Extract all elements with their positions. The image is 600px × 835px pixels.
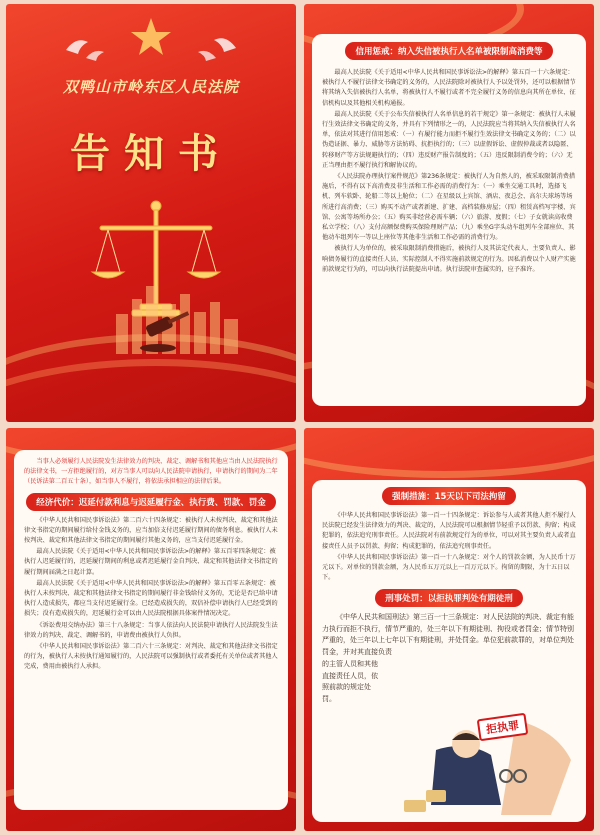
credit-paragraph: 最高人民法院《关于适用<中华人民共和国民事诉讼法>的解释》第五百一十六条规定：被执行人不履行法律文书确定的义务的，人民法院除对被执行人予以处罚外，还可以根据情节将其纳入失信被执行人名单，将被执行人不履行或者不完全履行义务的信息向其所在单位、征信机构以及其他相关机构通报。 bbox=[322, 69, 576, 107]
gavel-icon bbox=[136, 304, 196, 354]
criminal-paragraph: 《中华人民共和国刑法》第三百一十三条规定：对人民法院的判决、裁定有能力执行而拒不执行，情节严重的，处三年以下有期徒刑、拘役或者罚金；情节特别严重的，处三年以上七年以下有期徒刑，并处罚金。单位犯前款罪的，对单位判处罚金，并对其直接负责 bbox=[322, 613, 574, 656]
fees-paragraph: 最高人民法院《关于适用<中华人民共和国民事诉讼法>的解释》第五百零五条规定：被执行人未按判决、裁定和其他法律文书指定的期间履行非金钱给付义务的，无论是否已给申请执行人造成损失，都应当支付迟延履行金。已经造成损失的，双倍补偿申请执行人已经受到的损失；没有造成损失的，迟延履行金可以由人民法院根据具体案件情况决定。 bbox=[24, 579, 278, 618]
court-name: 双鸭山市岭东区人民法院 bbox=[62, 78, 239, 96]
cover-title: 告知书 bbox=[70, 130, 232, 177]
fees-paragraph: 最高人民法院《关于适用<中华人民共和国民事诉讼法>的解释》第五百零四条规定：被执行人迟延履行的，迟延履行期间的利息或者迟延履行金自判决、裁定和其他法律文书指定的履行期间届满之日起计算。 bbox=[24, 548, 278, 576]
arrest-illustration bbox=[396, 710, 578, 818]
fees-card bbox=[14, 450, 288, 810]
anti-enforcement-sign: 拒执罪 bbox=[477, 713, 529, 742]
penalty-card bbox=[312, 480, 586, 822]
credit-panel bbox=[304, 4, 594, 422]
fees-intro: 当事人必须履行人民法院发生法律效力的判决、裁定、调解书和其他应当由人民法院执行的法律文书，一方拒绝履行的，对方当事人可以向人民法院申请执行，申请执行的期间为二年（民诉法第二百五十条），如当事人不履行，将依法承担相应的法律后果。 bbox=[24, 458, 278, 486]
coercion-paragraph: 《中华人民共和国民事诉讼法》第一百一十四条规定：诉讼参与人或者其他人拒不履行人民法院已经发生法律效力的判决、裁定的，人民法院可以根据情节轻重予以罚款、拘留；构成犯罪的，依法追究刑事责任。人民法院对有前款规定行为的单位，可以对其主要负责人或者直接责任人员予以罚款、拘留；构成犯罪的，依法追究刑事责任。 bbox=[322, 512, 576, 550]
criminal-heading: 刑事处罚：以拒执罪判处有期徒刑 bbox=[375, 589, 523, 607]
credit-paragraph: 被执行人为单位的，被采取限制消费措施后，被执行人及其法定代表人、主要负责人、影响债务履行的直接责任人员、实际控制人不得实施前款规定的行为。因私消费以个人财产实施前款规定行为的，可以向执行法院提出申请。执行法院审查属实的，应予准许。 bbox=[322, 245, 576, 273]
fees-heading: 经济代价：迟延付款利息与迟延履行金、执行费、罚款、罚金 bbox=[26, 493, 276, 511]
decorative-swirl bbox=[304, 428, 594, 478]
fees-paragraph: 《中华人民共和国民事诉讼法》第二百六十四条规定：被执行人未按判决、裁定和其他法律文书指定的期间履行给付金钱义务的，应当加倍支付迟延履行期间的债务利息。被执行人未按判决、裁定和其他法律文书指定的期间履行其他义务的，应当支付迟延履行金。 bbox=[24, 516, 278, 545]
fees-panel bbox=[6, 428, 296, 831]
penalty-panel bbox=[304, 428, 594, 831]
fees-paragraph: 《诉讼费用交纳办法》第三十八条规定：当事人依法向人民法院申请执行人民法院发生法律效力的判决、裁定、调解书的，申请费由被执行人负担。 bbox=[24, 621, 278, 639]
coercion-heading: 强制措施：15天以下司法拘留 bbox=[382, 487, 516, 505]
emblem-and-doves-icon bbox=[26, 10, 276, 70]
cover-panel bbox=[6, 4, 296, 422]
credit-heading: 信用惩戒：纳入失信被执行人名单被限制高消费等 bbox=[345, 42, 552, 60]
fees-paragraph: 《中华人民共和国民事诉讼法》第二百六十三条规定：对判决、裁定和其他法律文书指定的行为，被执行人未按执行通知履行的，人民法院可以强制执行或者委托有关单位或者其他人完成，费用由被执行人承担。 bbox=[24, 643, 278, 671]
decorative-swirl bbox=[6, 359, 296, 422]
credit-paragraph: 最高人民法院《关于公布失信被执行人名单信息的若干规定》第一条规定：被执行人未履行生效法律文书确定的义务，并具有下列情形之一的，人民法院应当将其纳入失信被执行人名单，依法对其进行信用惩戒：（一）有履行能力而拒不履行生效法律文书确定义务的；（二）以伪造证据、暴力、威胁等方法妨碍、抗拒执行的；（三）以虚假诉讼、虚假仲裁或者以隐匿、转移财产等方法规避执行的；（四）违反财产报告制度的；（五）违反限制消费令的；（六）无正当理由拒不履行执行和解协议的。 bbox=[322, 110, 576, 169]
credit-paragraph: 《人民法院办理执行案件规范》第236条规定：被执行人为自然人的，被采取限制消费措施后，不得有以下高消费及非生活和工作必需的消费行为：（一）乘坐交通工具时，选择飞机、列车软卧、轮船二等以上舱位；（二）在星级以上宾馆、酒店、夜总会、高尔夫球场等场所进行高消费；（三）购买不动产或者新建、扩建、高档装修房屋；（四）租赁高档写字楼、宾馆、公寓等场所办公；（五）购买非经营必需车辆；（六）旅游、度假；（七）子女就读高收费私立学校；（八）支付高额保费购买保险理财产品；（九）乘坐G字头动车组列车全部座位、其他动车组列车一等以上座位等其他非生活和工作必需的消费行为。 bbox=[322, 173, 576, 242]
coercion-paragraph: 《中华人民共和国民事诉讼法》第一百一十八条规定：对个人的罚款金额，为人民币十万元以下。对单位的罚款金额，为人民币五万元以上一百万元以下。拘留的期限，为十五日以下。 bbox=[322, 553, 576, 582]
credit-card bbox=[312, 34, 586, 406]
criminal-paragraph-tail: 的主管人员和其他直接责任人员，依照前款的规定处罚。 bbox=[322, 660, 378, 703]
